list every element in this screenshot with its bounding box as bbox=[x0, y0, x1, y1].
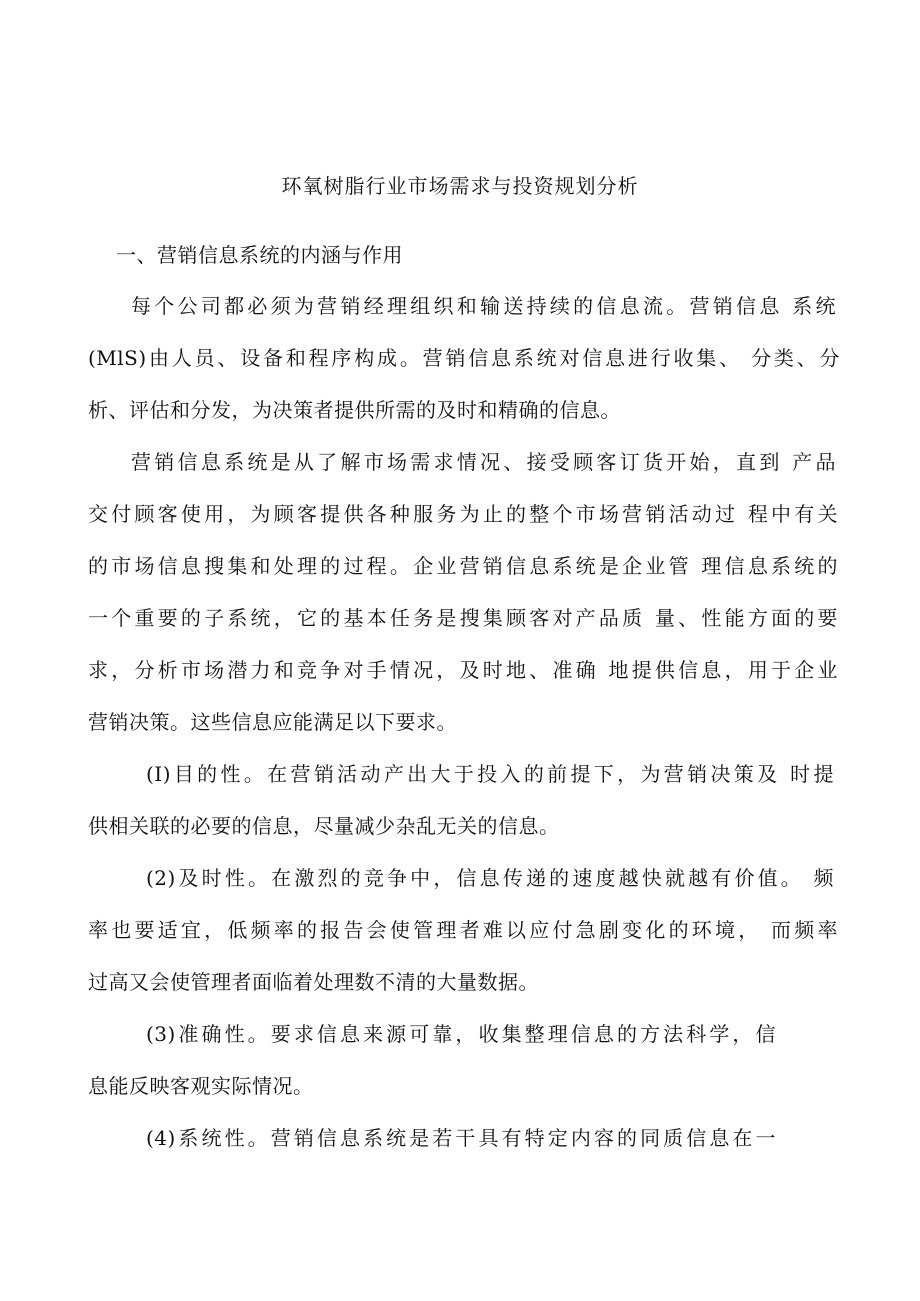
paragraph-line: 的市场信息搜集和处理的过程。企业营销信息系统是企业管 理信息系统的 bbox=[88, 554, 838, 578]
paragraph-line: 供相关联的必要的信息，尽量减少杂乱无关的信息。 bbox=[88, 814, 560, 838]
paragraph-line: 率也要适宜，低频率的报告会使管理者难以应付急剧变化的环境， 而频率 bbox=[88, 918, 838, 942]
paragraph-line: (MlS)由人员、设备和程序构成。营销信息系统对信息进行收集、 分类、分 bbox=[88, 346, 840, 370]
paragraph-line: (2)及时性。在激烈的竞争中，信息传递的速度越快就越有价值。 频 bbox=[146, 866, 834, 890]
paragraph-line: 每个公司都必须为营销经理组织和输送持续的信息流。营销信息 系统 bbox=[131, 294, 836, 318]
paragraph-line: 营销信息系统是从了解市场需求情况、接受顾客订货开始，直到 产品 bbox=[131, 450, 836, 474]
paragraph-line: (4)系统性。营销信息系统是若干具有特定内容的同质信息在一 bbox=[146, 1126, 776, 1150]
paragraph-line: 析、评估和分发，为决策者提供所需的及时和精确的信息。 bbox=[88, 398, 621, 422]
paragraph-line: 交付顾客使用，为顾客提供各种服务为止的整个市场营销活动过 程中有关 bbox=[88, 502, 838, 526]
paragraph-line: (I)目的性。在营销活动产出大于投入的前提下，为营销决策及 时提 bbox=[146, 762, 834, 786]
document-title: 环氧树脂行业市场需求与投资规划分析 bbox=[281, 174, 639, 198]
paragraph-line: 息能反映客观实际情况。 bbox=[88, 1074, 314, 1098]
paragraph-line: (3)准确性。要求信息来源可靠，收集整理信息的方法科学，信 bbox=[146, 1022, 776, 1046]
paragraph-line: 一个重要的子系统，它的基本任务是搜集顾客对产品质 量、性能方面的要 bbox=[88, 606, 838, 630]
section-heading: 一、营销信息系统的内涵与作用 bbox=[116, 243, 403, 267]
paragraph-line: 营销决策。这些信息应能满足以下要求。 bbox=[88, 710, 457, 734]
paragraph-line: 求，分析市场潜力和竞争对手情况，及时地、准确 地提供信息，用于企业 bbox=[88, 658, 838, 682]
paragraph-line: 过高又会使管理者面临着处理数不清的大量数据。 bbox=[88, 970, 539, 994]
